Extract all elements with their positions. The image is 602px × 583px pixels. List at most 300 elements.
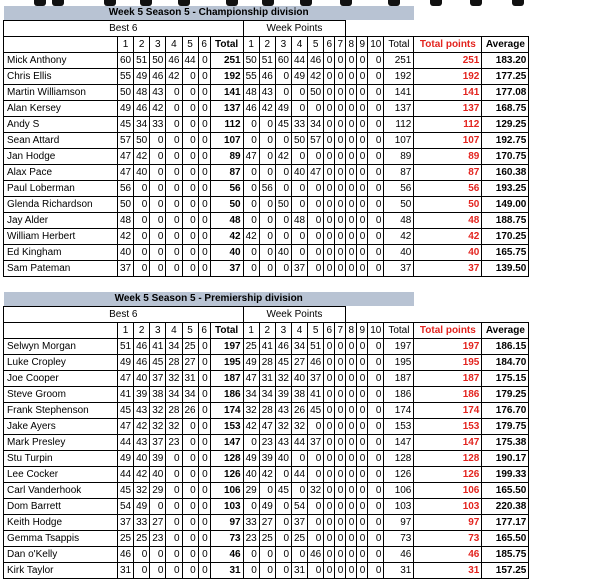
best-score-cell: 0 bbox=[182, 435, 198, 451]
best-score-cell: 39 bbox=[134, 387, 150, 403]
week-total-cell: 31 bbox=[384, 563, 414, 579]
week-score-cell: 50 bbox=[243, 53, 259, 69]
week-score-cell: 0 bbox=[335, 467, 346, 483]
average-cell: 175.15 bbox=[482, 371, 529, 387]
week-score-cell: 0 bbox=[259, 547, 275, 563]
week-score-cell: 0 bbox=[324, 229, 335, 245]
week-score-cell: 0 bbox=[324, 547, 335, 563]
week-score-cell: 0 bbox=[292, 483, 308, 499]
week-score-cell: 0 bbox=[357, 483, 368, 499]
week-col-header: 8 bbox=[346, 323, 357, 339]
week-score-cell: 0 bbox=[243, 181, 259, 197]
best-total-cell: 147 bbox=[210, 435, 243, 451]
group-header-row bbox=[4, 21, 529, 37]
week-score-cell: 0 bbox=[346, 483, 357, 499]
best-score-cell: 47 bbox=[118, 165, 134, 181]
week-total-cell: 153 bbox=[384, 419, 414, 435]
best-score-cell: 0 bbox=[182, 117, 198, 133]
week-score-cell: 0 bbox=[335, 499, 346, 515]
best-score-cell: 27 bbox=[182, 355, 198, 371]
average-cell: 177.08 bbox=[482, 85, 529, 101]
best-score-cell: 0 bbox=[166, 531, 182, 547]
player-row bbox=[4, 531, 529, 547]
week-score-cell: 23 bbox=[259, 435, 275, 451]
average-cell: 190.17 bbox=[482, 451, 529, 467]
week-score-cell: 0 bbox=[275, 531, 291, 547]
best-score-cell: 0 bbox=[150, 133, 166, 149]
week-total-cell: 46 bbox=[384, 547, 414, 563]
week-score-cell: 0 bbox=[292, 197, 308, 213]
best-score-cell: 40 bbox=[118, 245, 134, 261]
total-points-cell: 40 bbox=[414, 245, 482, 261]
week-score-cell: 0 bbox=[368, 419, 384, 435]
best-score-cell: 49 bbox=[118, 101, 134, 117]
best-score-cell: 45 bbox=[118, 117, 134, 133]
week-score-cell: 0 bbox=[335, 547, 346, 563]
week-score-cell: 46 bbox=[243, 101, 259, 117]
week-score-cell: 0 bbox=[324, 339, 335, 355]
best-score-cell: 45 bbox=[118, 403, 134, 419]
week-score-cell: 0 bbox=[275, 85, 291, 101]
player-row bbox=[4, 451, 529, 467]
best-score-cell: 41 bbox=[150, 339, 166, 355]
best-score-cell: 0 bbox=[166, 197, 182, 213]
best-score-cell: 0 bbox=[182, 419, 198, 435]
week-score-cell: 0 bbox=[324, 371, 335, 387]
total-points-cell: 50 bbox=[414, 197, 482, 213]
week-score-cell: 44 bbox=[292, 435, 308, 451]
week-score-cell: 43 bbox=[259, 85, 275, 101]
week-score-cell: 0 bbox=[324, 261, 335, 277]
best-col-header: 4 bbox=[166, 323, 182, 339]
best-score-cell: 0 bbox=[198, 245, 210, 261]
week-score-cell: 40 bbox=[292, 165, 308, 181]
best-score-cell: 40 bbox=[134, 165, 150, 181]
player-row bbox=[4, 515, 529, 531]
week-total-cell: 106 bbox=[384, 483, 414, 499]
best-score-cell: 0 bbox=[150, 245, 166, 261]
week-score-cell: 0 bbox=[324, 101, 335, 117]
average-cell: 165.75 bbox=[482, 245, 529, 261]
week-score-cell: 0 bbox=[335, 117, 346, 133]
best-total-cell: 48 bbox=[210, 213, 243, 229]
average-cell: 170.75 bbox=[482, 149, 529, 165]
week-score-cell: 44 bbox=[292, 53, 308, 69]
best-score-cell: 50 bbox=[118, 197, 134, 213]
week-score-cell: 0 bbox=[346, 69, 357, 85]
week-score-cell: 0 bbox=[324, 181, 335, 197]
week-score-cell: 50 bbox=[275, 197, 291, 213]
player-name: Frank Stephenson bbox=[4, 403, 118, 419]
week-score-cell: 0 bbox=[243, 435, 259, 451]
player-name: Alan Kersey bbox=[4, 101, 118, 117]
best-total-cell: 192 bbox=[210, 69, 243, 85]
week-total-cell: 42 bbox=[384, 229, 414, 245]
week-score-cell: 0 bbox=[346, 419, 357, 435]
week-score-cell: 0 bbox=[308, 467, 324, 483]
best-score-cell: 0 bbox=[198, 149, 210, 165]
best-score-cell: 43 bbox=[134, 435, 150, 451]
best-score-cell: 0 bbox=[182, 197, 198, 213]
player-name: Sean Attard bbox=[4, 133, 118, 149]
week-score-cell: 46 bbox=[308, 547, 324, 563]
week-score-cell: 0 bbox=[324, 355, 335, 371]
best-score-cell: 23 bbox=[150, 531, 166, 547]
best-score-cell: 25 bbox=[118, 531, 134, 547]
week-score-cell: 0 bbox=[308, 213, 324, 229]
best-score-cell: 0 bbox=[150, 563, 166, 579]
group-header-row bbox=[4, 307, 529, 323]
total-points-cell: 141 bbox=[414, 85, 482, 101]
best-score-cell: 0 bbox=[182, 245, 198, 261]
average-cell: 149.00 bbox=[482, 197, 529, 213]
week-score-cell: 37 bbox=[292, 515, 308, 531]
best-score-cell: 44 bbox=[118, 435, 134, 451]
week-score-cell: 0 bbox=[292, 85, 308, 101]
week-score-cell: 47 bbox=[308, 165, 324, 181]
player-name: Chris Ellis bbox=[4, 69, 118, 85]
player-name: Mick Anthony bbox=[4, 53, 118, 69]
week-score-cell: 60 bbox=[275, 53, 291, 69]
week-col-header: 2 bbox=[259, 37, 275, 53]
week-col-header: 5 bbox=[308, 323, 324, 339]
best-col-header: 2 bbox=[134, 37, 150, 53]
week-score-cell: 0 bbox=[324, 85, 335, 101]
best-score-cell: 45 bbox=[150, 355, 166, 371]
week-score-cell: 0 bbox=[335, 101, 346, 117]
best-score-cell: 0 bbox=[150, 181, 166, 197]
total-points-cell: 106 bbox=[414, 483, 482, 499]
week-score-cell: 0 bbox=[368, 371, 384, 387]
week-score-cell: 0 bbox=[368, 165, 384, 181]
best-score-cell: 60 bbox=[118, 53, 134, 69]
best-score-cell: 51 bbox=[134, 53, 150, 69]
week-score-cell: 0 bbox=[324, 165, 335, 181]
week-score-cell: 49 bbox=[259, 499, 275, 515]
best-score-cell: 0 bbox=[134, 213, 150, 229]
best-total-cell: 56 bbox=[210, 181, 243, 197]
week-score-cell: 28 bbox=[259, 403, 275, 419]
best-score-cell: 0 bbox=[134, 181, 150, 197]
week-col-header: 6 bbox=[324, 323, 335, 339]
division-title-row bbox=[4, 292, 529, 307]
week-score-cell: 0 bbox=[259, 483, 275, 499]
week-total-cell: 107 bbox=[384, 133, 414, 149]
week-score-cell: 42 bbox=[259, 101, 275, 117]
best-score-cell: 0 bbox=[182, 531, 198, 547]
total-points-cell: 186 bbox=[414, 387, 482, 403]
week-score-cell: 0 bbox=[335, 435, 346, 451]
best-score-cell: 0 bbox=[182, 483, 198, 499]
best-score-cell: 26 bbox=[182, 403, 198, 419]
best-score-cell: 27 bbox=[150, 515, 166, 531]
division-title-row bbox=[4, 6, 529, 21]
week-col-header: 7 bbox=[335, 37, 346, 53]
player-name: Paul Loberman bbox=[4, 181, 118, 197]
best-6-header: Best 6 bbox=[4, 307, 244, 323]
week-col-header: 1 bbox=[243, 37, 259, 53]
week-score-cell: 32 bbox=[243, 403, 259, 419]
week-score-cell: 51 bbox=[308, 339, 324, 355]
total-points-cell: 192 bbox=[414, 69, 482, 85]
player-row bbox=[4, 85, 529, 101]
week-score-cell: 0 bbox=[346, 181, 357, 197]
best-score-cell: 0 bbox=[182, 547, 198, 563]
week-score-cell: 0 bbox=[275, 229, 291, 245]
week-score-cell: 34 bbox=[243, 387, 259, 403]
week-score-cell: 0 bbox=[324, 435, 335, 451]
week-total-cell: 137 bbox=[384, 101, 414, 117]
week-score-cell: 27 bbox=[292, 355, 308, 371]
best-score-cell: 42 bbox=[134, 149, 150, 165]
player-name: Glenda Richardson bbox=[4, 197, 118, 213]
best-score-cell: 56 bbox=[118, 181, 134, 197]
week-score-cell: 0 bbox=[346, 547, 357, 563]
total-points-cell: 89 bbox=[414, 149, 482, 165]
total-points-cell: 42 bbox=[414, 229, 482, 245]
best-6-header: Best 6 bbox=[4, 21, 244, 37]
week-score-cell: 49 bbox=[275, 101, 291, 117]
week-col-header: 3 bbox=[275, 323, 291, 339]
week-score-cell: 0 bbox=[324, 133, 335, 149]
best-col-header: 4 bbox=[166, 37, 182, 53]
week-total-cell: 73 bbox=[384, 531, 414, 547]
week-score-cell: 0 bbox=[324, 53, 335, 69]
best-score-cell: 25 bbox=[182, 339, 198, 355]
week-score-cell: 32 bbox=[292, 419, 308, 435]
total-header: Total bbox=[210, 323, 243, 339]
week-score-cell: 0 bbox=[324, 467, 335, 483]
week-score-cell: 0 bbox=[368, 355, 384, 371]
player-row bbox=[4, 213, 529, 229]
player-name: Jay Alder bbox=[4, 213, 118, 229]
best-score-cell: 0 bbox=[198, 387, 210, 403]
week-score-cell: 47 bbox=[259, 419, 275, 435]
week-score-cell: 40 bbox=[275, 245, 291, 261]
week-score-cell: 0 bbox=[357, 515, 368, 531]
best-score-cell: 40 bbox=[134, 371, 150, 387]
best-score-cell: 0 bbox=[182, 133, 198, 149]
best-score-cell: 34 bbox=[134, 117, 150, 133]
week-score-cell: 40 bbox=[292, 371, 308, 387]
week-score-cell: 0 bbox=[357, 531, 368, 547]
week-col-header: 9 bbox=[357, 323, 368, 339]
week-score-cell: 0 bbox=[346, 355, 357, 371]
average-cell: 176.70 bbox=[482, 403, 529, 419]
best-score-cell: 37 bbox=[150, 435, 166, 451]
total-points-cell: 128 bbox=[414, 451, 482, 467]
week-score-cell: 0 bbox=[275, 499, 291, 515]
best-score-cell: 40 bbox=[150, 467, 166, 483]
average-cell: 165.50 bbox=[482, 483, 529, 499]
column-header-row bbox=[4, 37, 529, 53]
player-row bbox=[4, 483, 529, 499]
best-score-cell: 49 bbox=[134, 69, 150, 85]
week-score-cell: 23 bbox=[243, 531, 259, 547]
best-score-cell: 0 bbox=[198, 261, 210, 277]
week-score-cell: 0 bbox=[324, 117, 335, 133]
best-score-cell: 0 bbox=[150, 499, 166, 515]
week-score-cell: 0 bbox=[368, 213, 384, 229]
total-points-cell: 37 bbox=[414, 261, 482, 277]
best-score-cell: 0 bbox=[198, 85, 210, 101]
week-score-cell: 0 bbox=[357, 229, 368, 245]
best-score-cell: 0 bbox=[166, 515, 182, 531]
total-points-cell: 48 bbox=[414, 213, 482, 229]
player-row bbox=[4, 53, 529, 69]
best-score-cell: 33 bbox=[150, 117, 166, 133]
week-total-header: Total bbox=[384, 323, 414, 339]
week-score-cell: 0 bbox=[357, 245, 368, 261]
best-score-cell: 0 bbox=[198, 515, 210, 531]
week-score-cell: 0 bbox=[308, 531, 324, 547]
week-score-cell: 0 bbox=[243, 563, 259, 579]
week-score-cell: 55 bbox=[243, 69, 259, 85]
best-total-cell: 73 bbox=[210, 531, 243, 547]
week-score-cell: 25 bbox=[292, 531, 308, 547]
best-total-cell: 153 bbox=[210, 419, 243, 435]
week-score-cell: 0 bbox=[335, 229, 346, 245]
week-score-cell: 50 bbox=[292, 133, 308, 149]
best-score-cell: 0 bbox=[182, 515, 198, 531]
week-score-cell: 57 bbox=[308, 133, 324, 149]
week-score-cell: 51 bbox=[259, 53, 275, 69]
week-score-cell: 0 bbox=[275, 165, 291, 181]
week-score-cell: 0 bbox=[346, 101, 357, 117]
best-score-cell: 0 bbox=[198, 547, 210, 563]
week-total-cell: 87 bbox=[384, 165, 414, 181]
best-score-cell: 31 bbox=[182, 371, 198, 387]
total-points-cell: 251 bbox=[414, 53, 482, 69]
week-score-cell: 0 bbox=[324, 515, 335, 531]
week-score-cell: 0 bbox=[275, 515, 291, 531]
week-col-header: 2 bbox=[259, 323, 275, 339]
best-score-cell: 0 bbox=[166, 547, 182, 563]
best-score-cell: 0 bbox=[166, 229, 182, 245]
week-score-cell: 0 bbox=[335, 419, 346, 435]
player-name: William Herbert bbox=[4, 229, 118, 245]
best-score-cell: 46 bbox=[150, 69, 166, 85]
total-points-header: Total points bbox=[414, 37, 482, 53]
week-score-cell: 0 bbox=[368, 101, 384, 117]
best-score-cell: 31 bbox=[118, 563, 134, 579]
week-score-cell: 0 bbox=[335, 133, 346, 149]
week-total-cell: 50 bbox=[384, 197, 414, 213]
week-score-cell: 0 bbox=[357, 563, 368, 579]
best-score-cell: 0 bbox=[182, 181, 198, 197]
total-points-cell: 97 bbox=[414, 515, 482, 531]
week-score-cell: 0 bbox=[324, 563, 335, 579]
average-cell: 177.25 bbox=[482, 69, 529, 85]
best-score-cell: 0 bbox=[198, 483, 210, 499]
player-name: Jan Hodge bbox=[4, 149, 118, 165]
best-score-cell: 0 bbox=[182, 149, 198, 165]
best-score-cell: 0 bbox=[198, 435, 210, 451]
week-score-cell: 49 bbox=[243, 451, 259, 467]
division-title: Week 5 Season 5 - Premiership division bbox=[4, 292, 414, 307]
week-score-cell: 0 bbox=[308, 181, 324, 197]
week-col-header: 1 bbox=[243, 323, 259, 339]
player-name: Selwyn Morgan bbox=[4, 339, 118, 355]
total-points-cell: 31 bbox=[414, 563, 482, 579]
best-score-cell: 29 bbox=[150, 483, 166, 499]
division-title: Week 5 Season 5 - Championship division bbox=[4, 6, 414, 21]
total-points-header: Total points bbox=[414, 323, 482, 339]
title-spacer bbox=[414, 292, 529, 307]
week-score-cell: 0 bbox=[275, 69, 291, 85]
week-score-cell: 0 bbox=[357, 197, 368, 213]
week-total-cell: 187 bbox=[384, 371, 414, 387]
week-score-cell: 0 bbox=[357, 261, 368, 277]
total-points-cell: 46 bbox=[414, 547, 482, 563]
week-score-cell: 0 bbox=[346, 531, 357, 547]
best-score-cell: 46 bbox=[118, 547, 134, 563]
average-cell: 165.50 bbox=[482, 531, 529, 547]
best-score-cell: 0 bbox=[182, 261, 198, 277]
total-points-cell: 56 bbox=[414, 181, 482, 197]
player-row bbox=[4, 69, 529, 85]
week-score-cell: 0 bbox=[308, 261, 324, 277]
week-score-cell: 0 bbox=[346, 371, 357, 387]
week-score-cell: 0 bbox=[346, 229, 357, 245]
week-score-cell: 42 bbox=[275, 149, 291, 165]
best-total-cell: 128 bbox=[210, 451, 243, 467]
week-score-cell: 40 bbox=[243, 467, 259, 483]
week-score-cell: 45 bbox=[275, 117, 291, 133]
week-score-cell: 0 bbox=[324, 499, 335, 515]
best-score-cell: 28 bbox=[166, 403, 182, 419]
week-score-cell: 34 bbox=[308, 117, 324, 133]
week-score-cell: 0 bbox=[368, 229, 384, 245]
week-score-cell: 0 bbox=[243, 165, 259, 181]
average-cell: 157.25 bbox=[482, 563, 529, 579]
week-score-cell: 0 bbox=[259, 261, 275, 277]
week-score-cell: 0 bbox=[324, 419, 335, 435]
best-score-cell: 23 bbox=[166, 435, 182, 451]
week-total-cell: 174 bbox=[384, 403, 414, 419]
best-score-cell: 38 bbox=[150, 387, 166, 403]
best-score-cell: 42 bbox=[134, 467, 150, 483]
total-points-cell: 73 bbox=[414, 531, 482, 547]
average-cell: 199.33 bbox=[482, 467, 529, 483]
week-score-cell: 0 bbox=[275, 563, 291, 579]
week-total-cell: 48 bbox=[384, 213, 414, 229]
best-score-cell: 48 bbox=[118, 213, 134, 229]
best-score-cell: 44 bbox=[182, 53, 198, 69]
best-score-cell: 50 bbox=[134, 133, 150, 149]
best-score-cell: 0 bbox=[150, 197, 166, 213]
best-score-cell: 0 bbox=[182, 101, 198, 117]
week-score-cell: 0 bbox=[275, 547, 291, 563]
week-score-cell: 0 bbox=[259, 229, 275, 245]
week-score-cell: 0 bbox=[368, 531, 384, 547]
week-score-cell: 0 bbox=[292, 547, 308, 563]
week-score-cell: 0 bbox=[275, 133, 291, 149]
player-row bbox=[4, 387, 529, 403]
best-score-cell: 0 bbox=[198, 197, 210, 213]
week-score-cell: 0 bbox=[308, 149, 324, 165]
best-score-cell: 50 bbox=[150, 53, 166, 69]
week-score-cell: 0 bbox=[368, 467, 384, 483]
week-score-cell: 0 bbox=[292, 181, 308, 197]
player-row bbox=[4, 245, 529, 261]
week-score-cell: 0 bbox=[324, 245, 335, 261]
best-score-cell: 0 bbox=[166, 467, 182, 483]
best-col-header: 5 bbox=[182, 323, 198, 339]
player-row bbox=[4, 467, 529, 483]
week-score-cell: 0 bbox=[308, 515, 324, 531]
week-score-cell: 0 bbox=[368, 451, 384, 467]
